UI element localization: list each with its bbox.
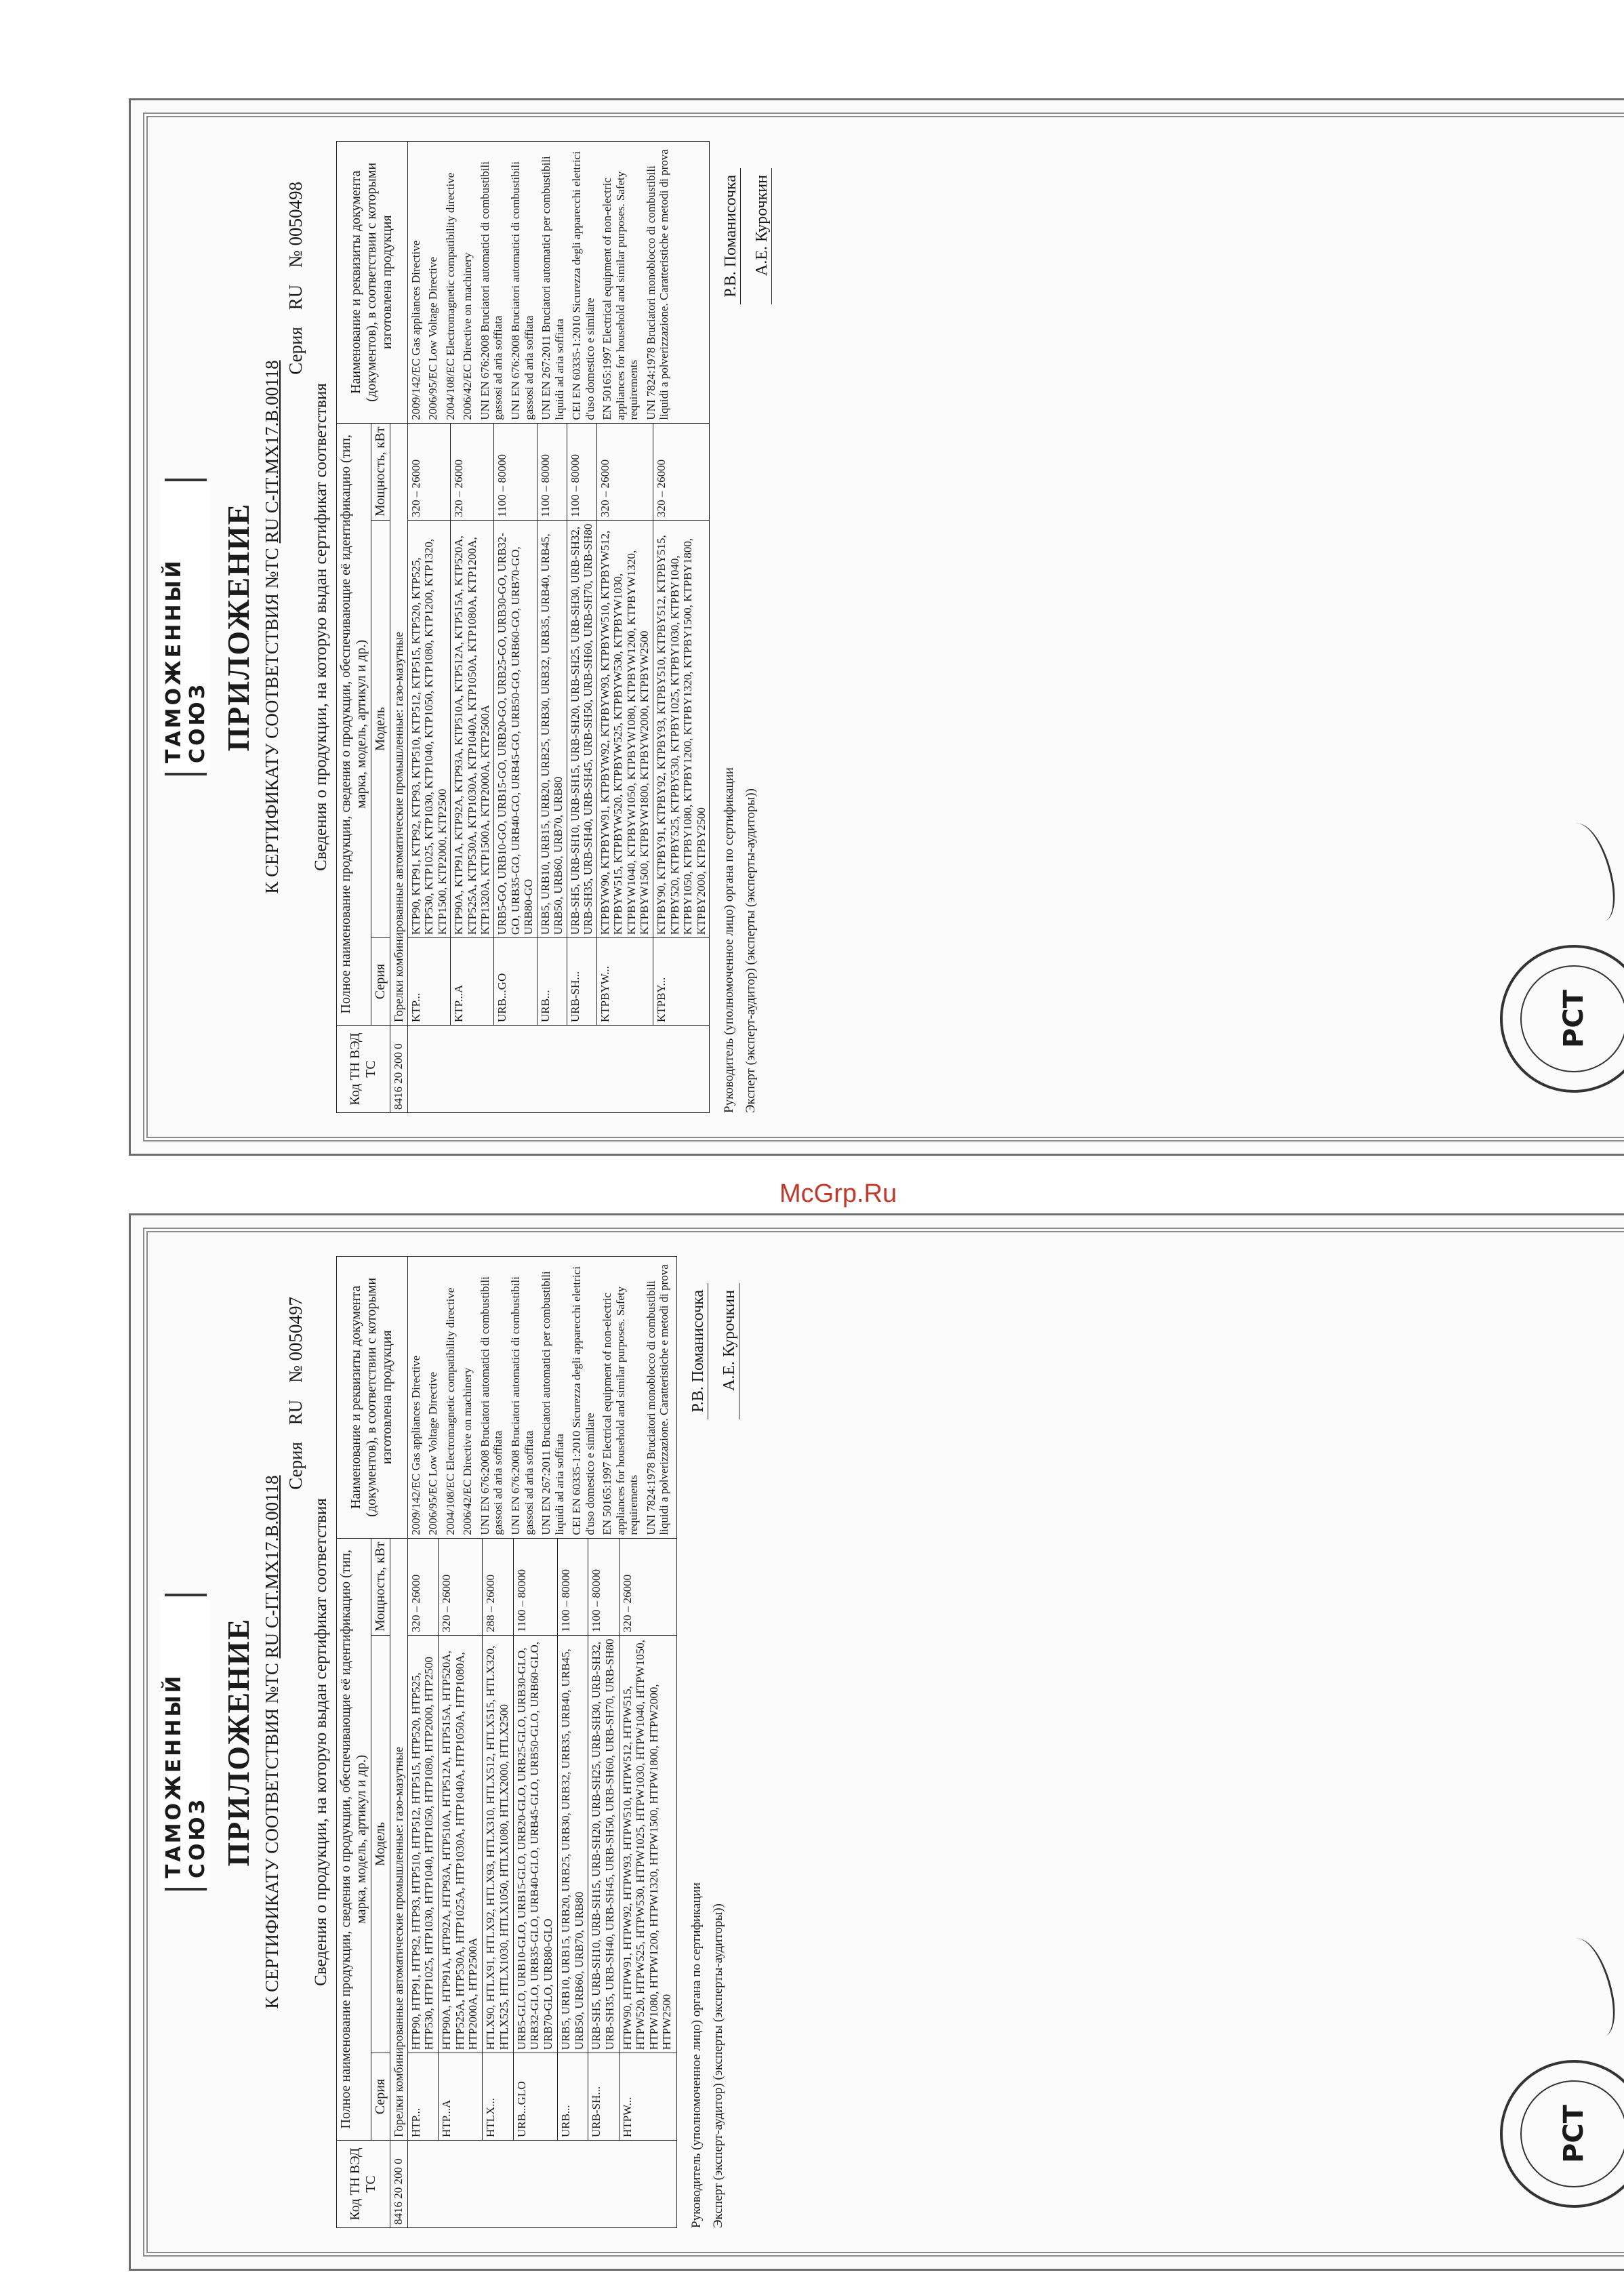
- series-value: RU: [285, 284, 306, 310]
- norm-document: 2006/42/EC Directive on machinery: [461, 1367, 474, 1535]
- series-label: Серия: [285, 327, 306, 375]
- norm-document: UNI EN 267:2011 Bruciatori automatici per combustibili liquidi ad aria soffiata: [540, 156, 566, 420]
- norm-document: 2004/108/EC Electromagnetic compatibility directive: [443, 172, 457, 420]
- cell-power: 1100 – 80000: [537, 423, 567, 520]
- table-row: [407, 142, 451, 1113]
- head-signature-label: Руководитель (уполномоченное лицо) органа по сертификации: [722, 767, 737, 1113]
- norm-document: UNI EN 676:2008 Bruciatori automatici di combustibili gassosi ad aria soffiata: [478, 161, 505, 420]
- cell-series: KTPBY...: [653, 938, 709, 1026]
- header-models: Модель: [371, 1635, 390, 2053]
- certification-seal: [1500, 945, 1624, 1093]
- cell-models: URB5, URB10, URB15, URB20, URB25, URB30, URB32, URB35, URB40, URB45, URB50, URB60, URB70, URB80: [557, 1635, 588, 2053]
- header-code: Код ТН ВЭД ТС: [337, 1026, 390, 1113]
- cell-models: URB-SH5, URB-SH10, URB-SH15, URB-SH20, URB-SH25, URB-SH30, URB-SH32, URB-SH35, URB-SH40, URB-SH45, URB-SH50, URB-SH60, URB-SH70, URB-SH80: [567, 520, 596, 937]
- head-signature-label: Руководитель (уполномоченное лицо) органа по сертификации: [689, 1882, 704, 2228]
- cell-series: KTPBYW...: [596, 938, 653, 1026]
- certificate-line: [262, 1256, 283, 2228]
- norm-document: EN 50165:1997 Electrical equipment of non-electric appliances for household and similar purposes. Safety requirements: [601, 1286, 641, 1535]
- cell-models: KTPBY90, KTPBY91, KTPBY92, KTPBY93, KTPBY510, KTPBY512, KTPBY515, KTPBY520, KTPBY525, KTPBY530, KTPBY1025, KTPBY1030, KTPBY1040, KTPBY1050, KTPBY1080, KTPBY1200, KTPBY1320, KTPBY1500, KTPBY1800, KTPBY2000, KTPBY2500: [653, 520, 709, 937]
- cell-series: HTPW...: [619, 2053, 676, 2141]
- cell-series: URB...: [557, 2053, 588, 2141]
- signatures-block: [689, 1256, 752, 2228]
- norm-document: 2004/108/EC Electromagnetic compatibility directive: [443, 1287, 457, 1535]
- cell-power: 320 – 26000: [596, 423, 653, 520]
- certificate-prefix: К СЕРТИФИКАТУ СООТВЕТСТВИЯ №ТС: [262, 1663, 282, 2009]
- norm-document: 2009/142/EC Gas appliances Directive: [409, 1355, 422, 1535]
- certification-seal: [1500, 2060, 1624, 2208]
- norm-document: EN 50165:1997 Electrical equipment of non-electric appliances for household and similar purposes. Safety requirements: [601, 171, 641, 420]
- cell-series: URB-SH...: [567, 938, 596, 1026]
- norm-document: UNI EN 676:2008 Bruciatori automatici di combustibili gassosi ad aria soffiata: [478, 1276, 505, 1535]
- cell-models: KTPBYW90, KTPBYW91, KTPBYW92, KTPBYW93, KTPBYW510, KTPBYW512, KTPBYW515, KTPBYW520, KTPBYW525, KTPBYW530, KTPBYW1030, KTPBYW1040, KTPBYW1050, KTPBYW1080, KTPBYW1200, KTPBYW1320, KTPBYW1500, KTPBYW1800, KTPBYW2000, KTPBYW2500: [596, 520, 653, 937]
- certificate-number: RU C-IT.МХ17.В.00118: [262, 360, 282, 544]
- cell-models: KTP90, KTP91, KTP92, KTP93, KTP510, KTP512, KTP515, KTP520, KTP525, KTP530, KTP1025, KTP1030, KTP1040, KTP1050, KTP1080, KTP1200, KTP1320, KTP1500, KTP2000, KTP2500: [407, 520, 451, 937]
- cell-series: URB...GLO: [513, 2053, 557, 2141]
- header-documents: Наименование и реквизиты документа (документов), в соответствии с которыми изготовлена продукция: [337, 1257, 408, 1539]
- expert-signature-label: Эксперт (эксперт-аудитор) (эксперты (эксперты-аудиторы)): [710, 1903, 725, 2228]
- cell-power: 320 – 26000: [407, 1538, 438, 1635]
- norm-document: 2009/142/EC Gas appliances Directive: [409, 240, 422, 420]
- cell-series: HTP...A: [438, 2053, 482, 2141]
- code-cell: 8416 20 200 0: [390, 1026, 408, 1113]
- header-product-name: Полное наименование продукции, сведения о продукции, обеспечивающие её идентификацию (тип, марка, модель, артикул и др.): [337, 423, 371, 1025]
- table-row: [407, 1257, 438, 2228]
- cell-power: 1100 – 80000: [588, 1538, 619, 1635]
- documents-cell: [407, 1257, 676, 1539]
- documents-cell: [407, 142, 709, 424]
- head-signature-name: Р.В. Поманисочка: [722, 168, 741, 304]
- signatures-block: [722, 141, 784, 1113]
- expert-signature-label: Эксперт (эксперт-аудитор) (эксперты (эксперты-аудиторы)): [744, 788, 758, 1113]
- cell-models: HTPW90, HTPW91, HTPW92, HTPW93, HTPW510, HTPW512, HTPW515, HTPW520, HTPW525, HTPW530, HTPW1025, HTPW1030, HTPW1040, HTPW1050, HTPW1080, HTPW1200, HTPW1320, HTPW1500, HTPW1800, HTPW2000, HTPW2500: [619, 1635, 676, 2053]
- cell-models: URB5-GO, URB10-GO, URB15-GO, URB20-GO, URB25-GO, URB30-GO, URB32-GO, URB35-GO, URB40-GO, URB45-GO, URB50-GO, URB60-GO, URB70-GO, URB80-GO: [493, 520, 537, 937]
- section-heading: Сведения о продукции, на которую выдан сертификат соответствия: [312, 1498, 330, 1986]
- cell-series: HTP...: [407, 2053, 438, 2141]
- norm-document: UNI EN 267:2011 Bruciatori automatici per combustibili liquidi ad aria soffiata: [540, 1271, 566, 1535]
- expert-signature-name: А.Е. Курочкин: [720, 1283, 739, 1419]
- norm-document: UNI 7824:1978 Bruciatori monoblocco di combustibili liquidi a polverizzazione. Caratteristiche e metodi di prova: [644, 1264, 671, 1535]
- watermark-text: McGrp.Ru: [779, 1179, 897, 1208]
- handwritten-signature: [1558, 1933, 1621, 2042]
- header-series: Серия: [371, 938, 390, 1026]
- cell-power: 320 – 26000: [407, 423, 451, 520]
- code-cell: 8416 20 200 0: [390, 2141, 408, 2228]
- category-cell: Горелки комбинированные автоматические промышленные: газо-мазутные: [390, 423, 408, 1025]
- cell-series: KTP...: [407, 938, 451, 1026]
- cell-power: 320 – 26000: [451, 423, 494, 520]
- cell-power: 288 – 26000: [483, 1538, 513, 1635]
- cell-power: 320 – 26000: [653, 423, 709, 520]
- certificate-appendix-page-1: [129, 98, 1624, 1156]
- header-power: Мощность, кВт: [371, 423, 390, 520]
- series-label: Серия: [285, 1442, 306, 1490]
- certificate-prefix: К СЕРТИФИКАТУ СООТВЕТСТВИЯ №ТС: [262, 548, 282, 894]
- products-table: [336, 1256, 677, 2228]
- cell-power: 320 – 26000: [619, 1538, 676, 1635]
- cell-power: 1100 – 80000: [513, 1538, 557, 1635]
- norm-document: UNI EN 676:2008 Bruciatori automatici di combustibili gassosi ad aria soffiata: [508, 1276, 535, 1535]
- handwritten-signature: [1558, 818, 1621, 927]
- norm-document: UNI EN 676:2008 Bruciatori automatici di combustibili gassosi ad aria soffiata: [508, 161, 535, 420]
- products-table: [336, 141, 710, 1113]
- series-value: RU: [285, 1399, 306, 1426]
- norm-document: CEI EN 60335-1:2010 Sicurezza degli apparecchi elettrici d'uso domestico e similare: [570, 1266, 596, 1535]
- cell-models: URB5-GLO, URB10-GLO, URB15-GLO, URB20-GLO, URB25-GLO, URB30-GLO, URB32-GLO, URB35-GLO, URB40-GLO, URB45-GLO, URB50-GLO, URB60-GLO, URB70-GLO, URB80-GLO: [513, 1635, 557, 2053]
- cell-series: URB-SH...: [588, 2053, 619, 2141]
- header-series: Серия: [371, 2053, 390, 2141]
- customs-union-banner: [162, 1594, 209, 1891]
- section-heading: Сведения о продукции, на которую выдан сертификат соответствия: [312, 383, 330, 871]
- header-code: Код ТН ВЭД ТС: [337, 2141, 390, 2228]
- header-models: Модель: [371, 520, 390, 937]
- seal-text: РСТ: [1558, 2105, 1589, 2163]
- cell-models: HTP90, HTP91, HTP92, HTP93, HTP510, HTP512, HTP515, HTP520, HTP525, HTP530, HTP1025, HTP1030, HTP1040, HTP1050, HTP1080, HTP2000, HTP2500: [407, 1635, 438, 2053]
- header-documents: Наименование и реквизиты документа (документов), в соответствии с которыми изготовлена продукция: [337, 142, 408, 424]
- cell-power: 1100 – 80000: [493, 423, 537, 520]
- certificate-line: [262, 141, 283, 1113]
- page-content: [162, 141, 1624, 1113]
- norm-document: CEI EN 60335-1:2010 Sicurezza degli apparecchi elettrici d'uso domestico e similare: [570, 151, 596, 420]
- cell-models: URB-SH5, URB-SH10, URB-SH15, URB-SH20, URB-SH25, URB-SH30, URB-SH32, URB-SH35, URB-SH40, URB-SH45, URB-SH50, URB-SH60, URB-SH70, URB-SH80: [588, 1635, 619, 2053]
- series-line: [285, 1297, 306, 2228]
- page-title: ПРИЛОЖЕНИЕ: [221, 502, 256, 752]
- certificate-appendix-page-2: [129, 1213, 1624, 2271]
- banner-text: ТАМОЖЕННЫЙ СОЮЗ: [161, 1596, 211, 1888]
- category-cell: Горелки комбинированные автоматические промышленные: газо-мазутные: [390, 1538, 408, 2140]
- certificate-number: RU C-IT.МХ17.В.00118: [262, 1475, 282, 1659]
- norm-document: 2006/95/EC Low Voltage Directive: [426, 256, 440, 420]
- cell-series: HTLX...: [483, 2053, 513, 2141]
- page-title: ПРИЛОЖЕНИЕ: [221, 1617, 256, 1867]
- header-power: Мощность, кВт: [371, 1538, 390, 1635]
- cell-power: 1100 – 80000: [567, 423, 596, 520]
- cell-models: URB5, URB10, URB15, URB20, URB25, URB30, URB32, URB35, URB40, URB45, URB50, URB60, URB70, URB80: [537, 520, 567, 937]
- series-line: [285, 182, 306, 1113]
- blank-number: № 0050497: [285, 1297, 306, 1383]
- banner-text: ТАМОЖЕННЫЙ СОЮЗ: [161, 481, 211, 773]
- page-content: [162, 1256, 1624, 2228]
- norm-document: UNI 7824:1978 Bruciatori monoblocco di combustibili liquidi a polverizzazione. Caratteristiche e metodi di prova: [644, 149, 671, 420]
- expert-signature-name: А.Е. Курочкин: [753, 168, 772, 304]
- cell-power: 1100 – 80000: [557, 1538, 588, 1635]
- header-product-name: Полное наименование продукции, сведения о продукции, обеспечивающие её идентификацию (тип, марка, модель, артикул и др.): [337, 1538, 371, 2140]
- norm-document: 2006/42/EC Directive on machinery: [461, 252, 474, 420]
- cell-power: 320 – 26000: [438, 1538, 482, 1635]
- head-signature-name: Р.В. Поманисочка: [689, 1283, 708, 1419]
- cell-series: KTP...A: [451, 938, 494, 1026]
- cell-series: URB...: [537, 938, 567, 1026]
- cell-models: HTLX90, HTLX91, HTLX92, HTLX93, HTLX310, HTLX512, HTLX515, HTLX320, HTLX525, HTLX1030, HTLX1050, HTLX1080, HTLX2000, HTLX2500: [483, 1635, 513, 2053]
- cell-series: URB...GO: [493, 938, 537, 1026]
- code-column-blank: [407, 2141, 676, 2228]
- code-column-blank: [407, 1026, 709, 1113]
- norm-document: 2006/95/EC Low Voltage Directive: [426, 1371, 440, 1535]
- cell-models: KTP90A, KTP91A, KTP92A, KTP93A, KTP510A, KTP512A, KTP515A, KTP520A, KTP525A, KTP530A, KTP1030A, KTP1040A, KTP1050A, KTP1080A, KTP1200A, KTP1320A, KTP1500A, KTP2000A, KTP2500A: [451, 520, 494, 937]
- blank-number: № 0050498: [285, 182, 306, 268]
- cell-models: HTP90A, HTP91A, HTP92A, HTP93A, HTP510A, HTP512A, HTP515A, HTP520A, HTP525A, HTP530A, HTP1025A, HTP1030A, HTP1040A, HTP1050A, HTP1080A, HTP2000A, HTP2500A: [438, 1635, 482, 2053]
- customs-union-banner: [162, 479, 209, 775]
- seal-text: РСТ: [1558, 990, 1589, 1048]
